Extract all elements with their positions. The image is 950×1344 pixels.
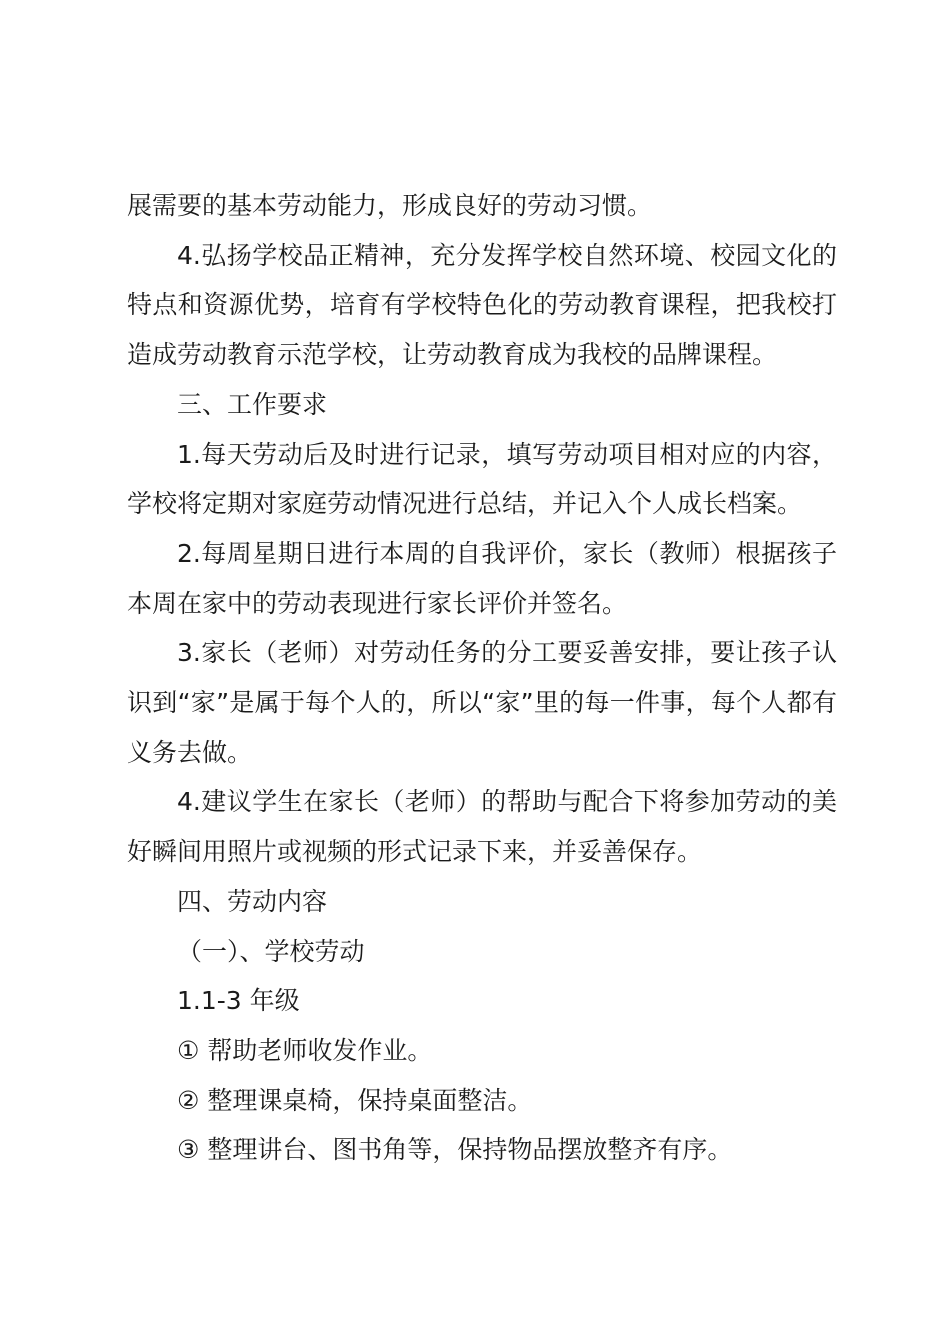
paragraph-item-4-school-spirit: 4.弘扬学校品正精神，充分发挥学校自然环境、校园文化的特点和资源优势，培育有学校特色化的劳动教育课程，把我校打造成劳动教育示范学校，让劳动教育成为我校的品牌课程。 (127, 240, 837, 370)
paragraph-requirement-1: 1.每天劳动后及时进行记录，填写劳动项目相对应的内容，学校将定期对家庭劳动情况进行总结，并记入个人成长档案。 (127, 439, 837, 519)
paragraph-continuation: 展需要的基本劳动能力，形成良好的劳动习惯。 (127, 191, 653, 220)
section-heading-labor-content: 四、劳动内容 (177, 886, 328, 916)
paragraph-requirement-2: 2.每周星期日进行本周的自我评价，家长（教师）根据孩子本周在家中的劳动表现进行家长评价并签名。 (127, 538, 837, 618)
paragraph-requirement-3: 3.家长（老师）对劳动任务的分工要妥善安排，要让孩子认识到“家”是属于每个人的，所以“家”里的每一件事，每个人都有义务去做。 (127, 638, 837, 767)
list-item-2: ② 整理课桌椅，保持桌面整洁。 (177, 1085, 533, 1115)
document-body (127, 181, 837, 1175)
grade-heading-1-3: 1.1-3 年级 (177, 986, 300, 1016)
list-item-3: ③ 整理讲台、图书角等，保持物品摆放整齐有序。 (177, 1135, 733, 1165)
paragraph-requirement-4: 4.建议学生在家长（老师）的帮助与配合下将参加劳动的美好瞬间用照片或视频的形式记录下来，并妥善保存。 (127, 787, 837, 867)
section-heading-work-requirements: 三、工作要求 (177, 389, 328, 419)
subsection-heading-school-labor: （一）、学校劳动 (177, 936, 365, 966)
list-item-1: ① 帮助老师收发作业。 (177, 1035, 433, 1065)
